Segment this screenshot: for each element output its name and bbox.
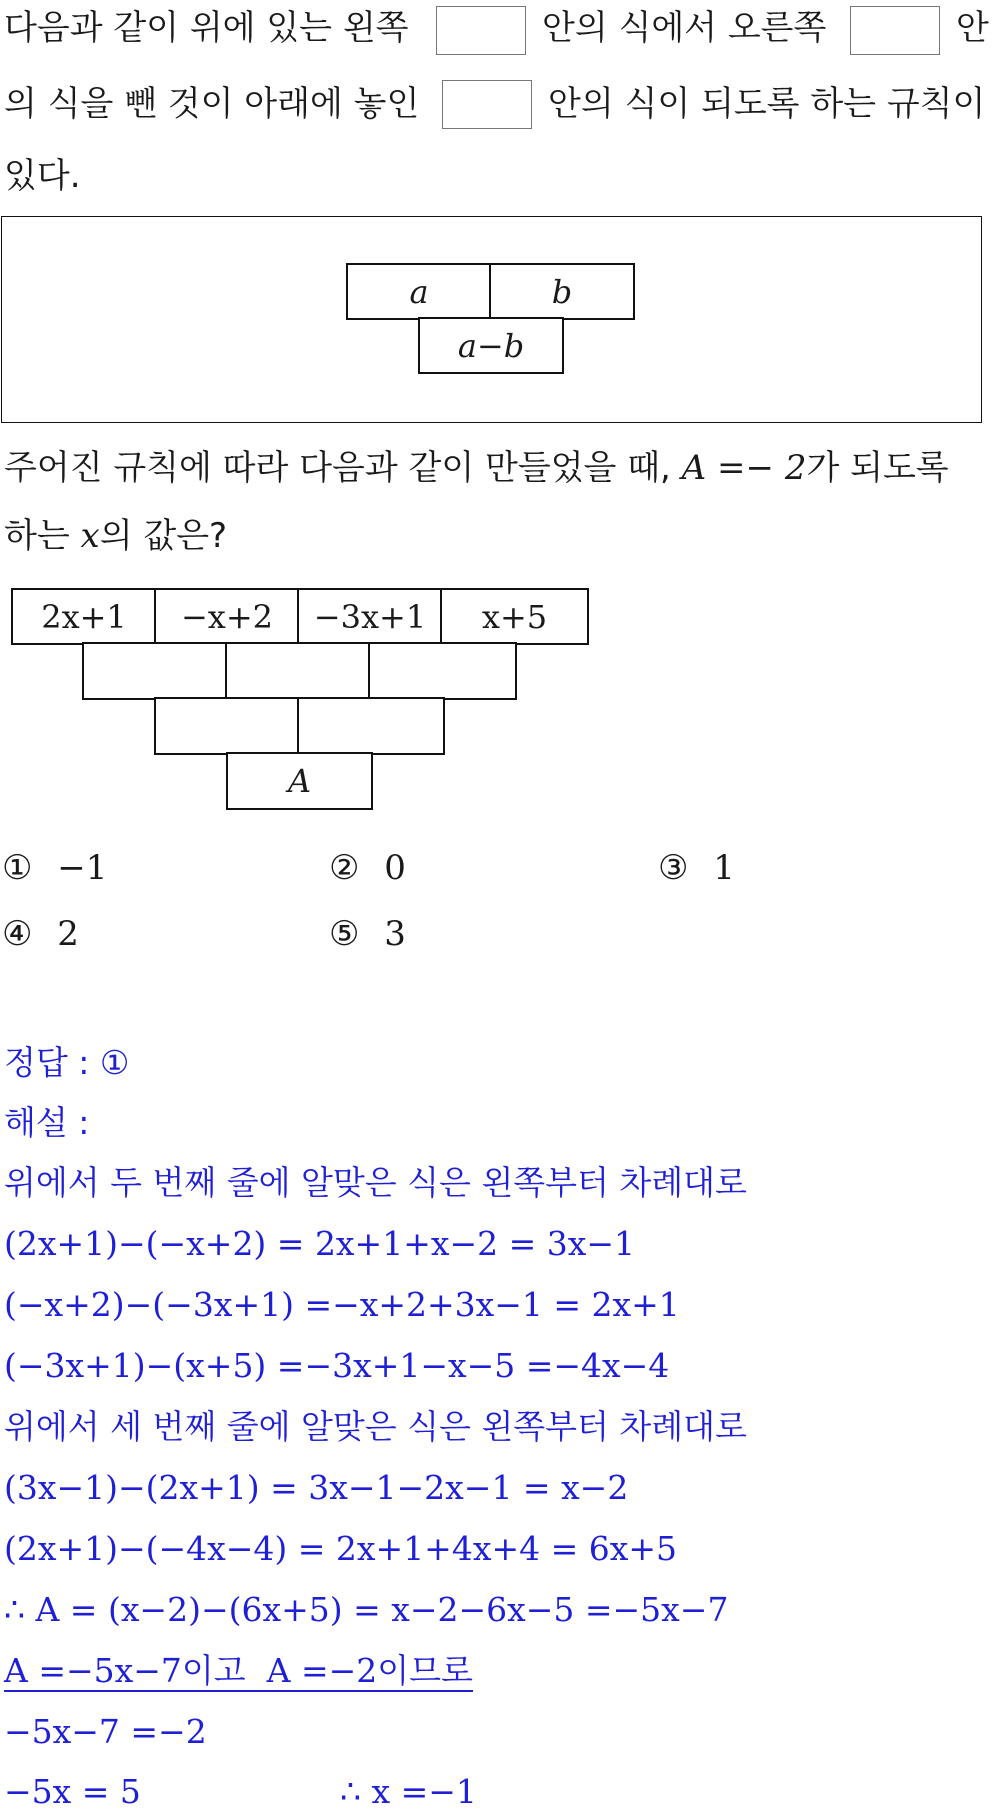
solution-text: 이고 (181, 1651, 246, 1690)
choice-mark: ① (2, 848, 33, 888)
explanation-label: 해설 : (4, 1103, 90, 1142)
question-line-2 (4, 84, 419, 124)
rule-text-b: b (551, 272, 573, 311)
choice-mark: ② (329, 848, 360, 888)
choice-value: 0 (384, 848, 406, 888)
question-line-1b (542, 8, 826, 48)
choice-mark: ④ (2, 914, 33, 954)
choice-5[interactable] (329, 914, 406, 954)
choice-1[interactable] (2, 848, 107, 888)
rule-box (1, 216, 982, 423)
question-text: 안 (956, 8, 989, 48)
blank-box-bottom (442, 80, 532, 129)
solution-underlined (4, 1651, 473, 1692)
question-text: 안의 식이 되도록 하는 규칙이 (548, 84, 986, 124)
question-line-3 (4, 156, 81, 196)
choice-mark: ⑤ (329, 914, 360, 954)
solution-equation-4: (3x−1)−(2x+1) = 3x−1−2x−1 = x−2 (4, 1468, 629, 1507)
solution-line-3 (4, 1651, 473, 1691)
pyramid-cell-r1-4 (440, 588, 589, 645)
question-line-4 (4, 448, 949, 488)
choice-3[interactable] (658, 848, 735, 888)
question-text: 주어진 규칙에 따라 다음과 같이 만들었을 때, (4, 448, 671, 488)
solution-math: A =−2 (266, 1651, 378, 1690)
solution-text: 이므로 (377, 1651, 473, 1690)
question-math: x (80, 516, 100, 556)
pyramid-cell-A (226, 752, 373, 810)
question-text: 가 되도록 (806, 448, 949, 488)
question-text: 의 식을 뺀 것이 아래에 놓인 (4, 84, 420, 124)
pyramid-text: x+5 (481, 597, 548, 636)
solution-equation-9: ∴ x =−1 (340, 1772, 477, 1811)
pyramid-cell-r1-1 (11, 588, 157, 645)
rule-cell-b (489, 263, 635, 320)
pyramid-cell-r2-1 (82, 642, 228, 700)
pyramid-cell-r2-2 (225, 642, 371, 700)
solution-line-2: 위에서 세 번째 줄에 알맞은 식은 왼쪽부터 차례대로 (4, 1407, 747, 1446)
pyramid-cell-r3-1 (154, 697, 300, 755)
question-line-5 (4, 516, 227, 556)
question-line-2b (548, 84, 985, 124)
pyramid-cell-r1-3 (297, 588, 443, 645)
blank-box-right (850, 6, 940, 55)
pyramid-text: −3x+1 (313, 597, 427, 636)
pyramid-text: −x+2 (180, 597, 274, 636)
solution-equation-2: (−x+2)−(−3x+1) =−x+2+3x−1 = 2x+1 (4, 1285, 680, 1324)
pyramid-text: 2x+1 (41, 597, 127, 636)
rule-cell-a-minus-b (418, 317, 564, 374)
solution-equation-6: ∴ A = (x−2)−(6x+5) = x−2−6x−5 =−5x−7 (4, 1590, 729, 1629)
question-line-1 (4, 8, 409, 48)
question-line-1c (956, 8, 989, 48)
pyramid-cell-r2-3 (368, 642, 517, 700)
question-math: A =− 2 (681, 448, 807, 488)
rule-text-bottom: a−b (457, 326, 525, 365)
choice-mark: ③ (658, 848, 689, 888)
choice-2[interactable] (329, 848, 406, 888)
rule-cell-a (346, 263, 492, 320)
answer-line: 정답 : ① (4, 1043, 130, 1082)
question-text: 있다. (4, 156, 81, 196)
pyramid-cell-r1-2 (154, 588, 300, 645)
solution-math: A =−5x−7 (4, 1651, 182, 1690)
blank-box-left (436, 6, 526, 55)
solution-equation-3: (−3x+1)−(x+5) =−3x+1−x−5 =−4x−4 (4, 1346, 670, 1385)
solution-equation-7: −5x−7 =−2 (4, 1712, 207, 1751)
rule-text-a: a (409, 272, 429, 311)
solution-equation-5: (2x+1)−(−4x−4) = 2x+1+4x+4 = 6x+5 (4, 1529, 677, 1568)
solution-equation-8: −5x = 5 (4, 1772, 141, 1811)
choice-value: 3 (384, 914, 406, 954)
question-text: 의 값은? (99, 516, 228, 556)
choice-value: 1 (713, 848, 735, 888)
choice-4[interactable] (2, 914, 79, 954)
pyramid-text: A (287, 762, 312, 800)
question-text: 하는 (4, 516, 70, 556)
pyramid-cell-r3-2 (297, 697, 445, 755)
solution-line-1: 위에서 두 번째 줄에 알맞은 식은 왼쪽부터 차례대로 (4, 1163, 747, 1202)
question-text: 다음과 같이 위에 있는 왼쪽 (4, 8, 409, 48)
solution-equation-1: (2x+1)−(−x+2) = 2x+1+x−2 = 3x−1 (4, 1224, 635, 1263)
question-text: 안의 식에서 오른쪽 (542, 8, 827, 48)
choice-value: 2 (57, 914, 79, 954)
choice-value: −1 (57, 848, 108, 888)
